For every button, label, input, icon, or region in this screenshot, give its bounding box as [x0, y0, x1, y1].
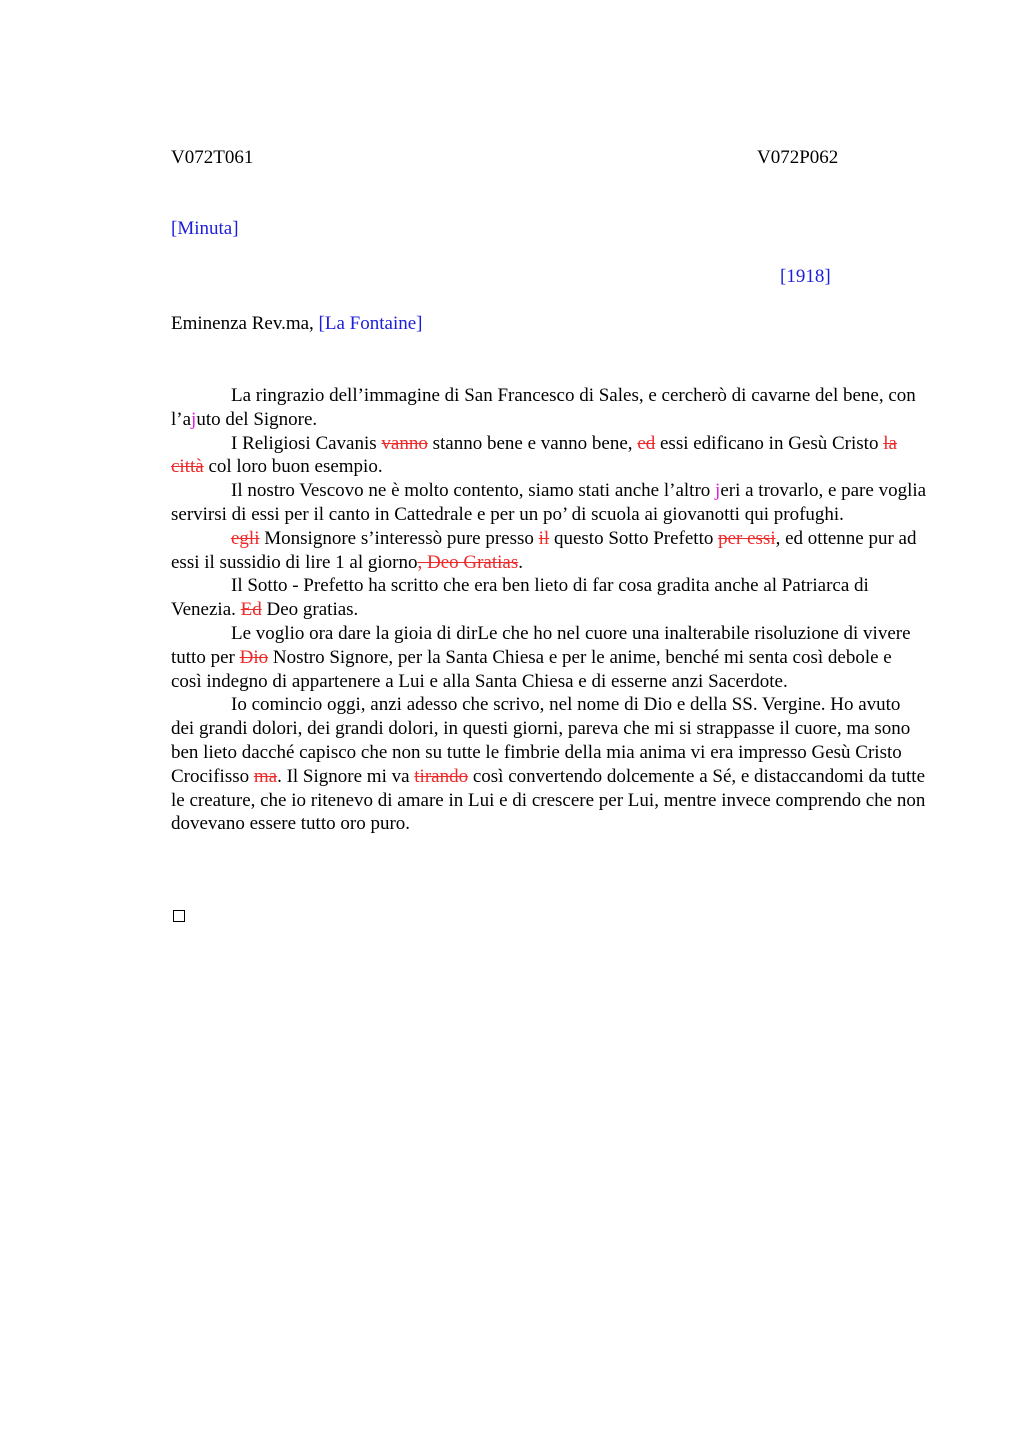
paragraph-text: eri a trovarlo, e pare voglia servirsi di essi per il canto in Cattedrale e per un po’ di scuola ai giovanotti qui profughi.	[171, 480, 927, 525]
paragraph-text: così convertendo dolcemente a Sé, e distaccandomi da tutte le creature, che io ritenevo di amare in Lui e di crescere per Lui, mentre invece comprendo che non dovevano essere tutto oro puro.	[171, 765, 926, 835]
letter-paragraph	[171, 479, 927, 527]
checkbox-square-icon	[173, 910, 185, 922]
salutation-text: Eminenza Rev.ma,	[171, 313, 314, 334]
paragraph-text: Il Sotto - Prefetto ha scritto che era ben lieto di far cosa gradita anche al Patriarca di Venezia.	[171, 575, 869, 621]
paragraph-text: col loro buon esempio.	[203, 456, 383, 478]
deleted-text: vanno	[381, 432, 428, 454]
paragraph-text: Nostro Signore, per la Santa Chiesa e per le anime, benché mi senta così debole e così indegno di appartenere a Lui e alla Santa Chiesa e di esserne anzi Sacerdote.	[171, 646, 892, 692]
paragraph-text: , ed ottenne pur ad essi il sussidio di lire 1 al giorno	[171, 527, 917, 573]
header-right-code: V072P062	[757, 147, 839, 168]
paragraph-text: Monsignore s’interessò pure presso	[259, 527, 539, 549]
letter-paragraph	[171, 384, 927, 432]
deleted-text: tirando	[414, 765, 469, 787]
paragraph-text: .	[518, 551, 523, 573]
inserted-letter: j	[715, 480, 721, 502]
minuta-label: [Minuta]	[171, 218, 239, 239]
deleted-text: il	[538, 527, 550, 549]
deleted-text: ma	[253, 765, 278, 787]
letter-paragraph	[171, 574, 927, 622]
letter-body	[171, 384, 927, 836]
paragraph-text: Deo gratias.	[261, 599, 359, 621]
deleted-text: per essi	[718, 527, 776, 549]
letter-paragraph	[171, 622, 927, 693]
paragraph-text: I Religiosi Cavanis	[231, 432, 382, 454]
letter-paragraph	[171, 527, 927, 575]
paragraph-text: Il nostro Vescovo ne è molto contento, siamo stati anche l’altro	[231, 480, 716, 502]
header-left-code: V072T061	[171, 147, 254, 168]
deleted-text: egli	[231, 527, 260, 549]
deleted-text: Ed	[240, 599, 262, 621]
paragraph-text: uto del Signore.	[196, 408, 318, 430]
letter-paragraph	[171, 432, 927, 480]
paragraph-text: . Il Signore mi va	[277, 765, 415, 787]
deleted-text: la città	[171, 432, 897, 478]
deleted-text: Dio	[239, 646, 269, 668]
deleted-text: , Deo Gratias	[417, 551, 519, 573]
paragraph-text: Io comincio oggi, anzi adesso che scrivo, nel nome di Dio e della SS. Vergine. Ho avuto dei grandi dolori, dei grandi dolori, in questi giorni, pareva che mi si strappasse il cuore, ma sono ben lieto dacché capisco che non su tutte le fimbrie della mia anima vi era impresso Gesù Cristo Crocifisso	[171, 694, 911, 787]
salutation	[171, 313, 422, 335]
inserted-letter: j	[191, 408, 197, 430]
year-label: [1918]	[780, 266, 831, 287]
paragraph-text: essi edificano in Gesù Cristo	[655, 432, 884, 454]
salutation-name: [La Fontaine]	[318, 313, 423, 334]
paragraph-text: stanno bene e vanno bene,	[427, 432, 638, 454]
paragraph-text: Le voglio ora dare la gioia di dirLe che ho nel cuore una inalterabile risoluzione di vivere tutto per	[171, 622, 911, 668]
deleted-text: ed	[637, 432, 656, 454]
letter-paragraph	[171, 693, 927, 836]
paragraph-text: La ringrazio dell’immagine di San Francesco di Sales, e cercherò di cavarne del bene, con l’a	[171, 385, 916, 430]
paragraph-text: questo Sotto Prefetto	[549, 527, 719, 549]
